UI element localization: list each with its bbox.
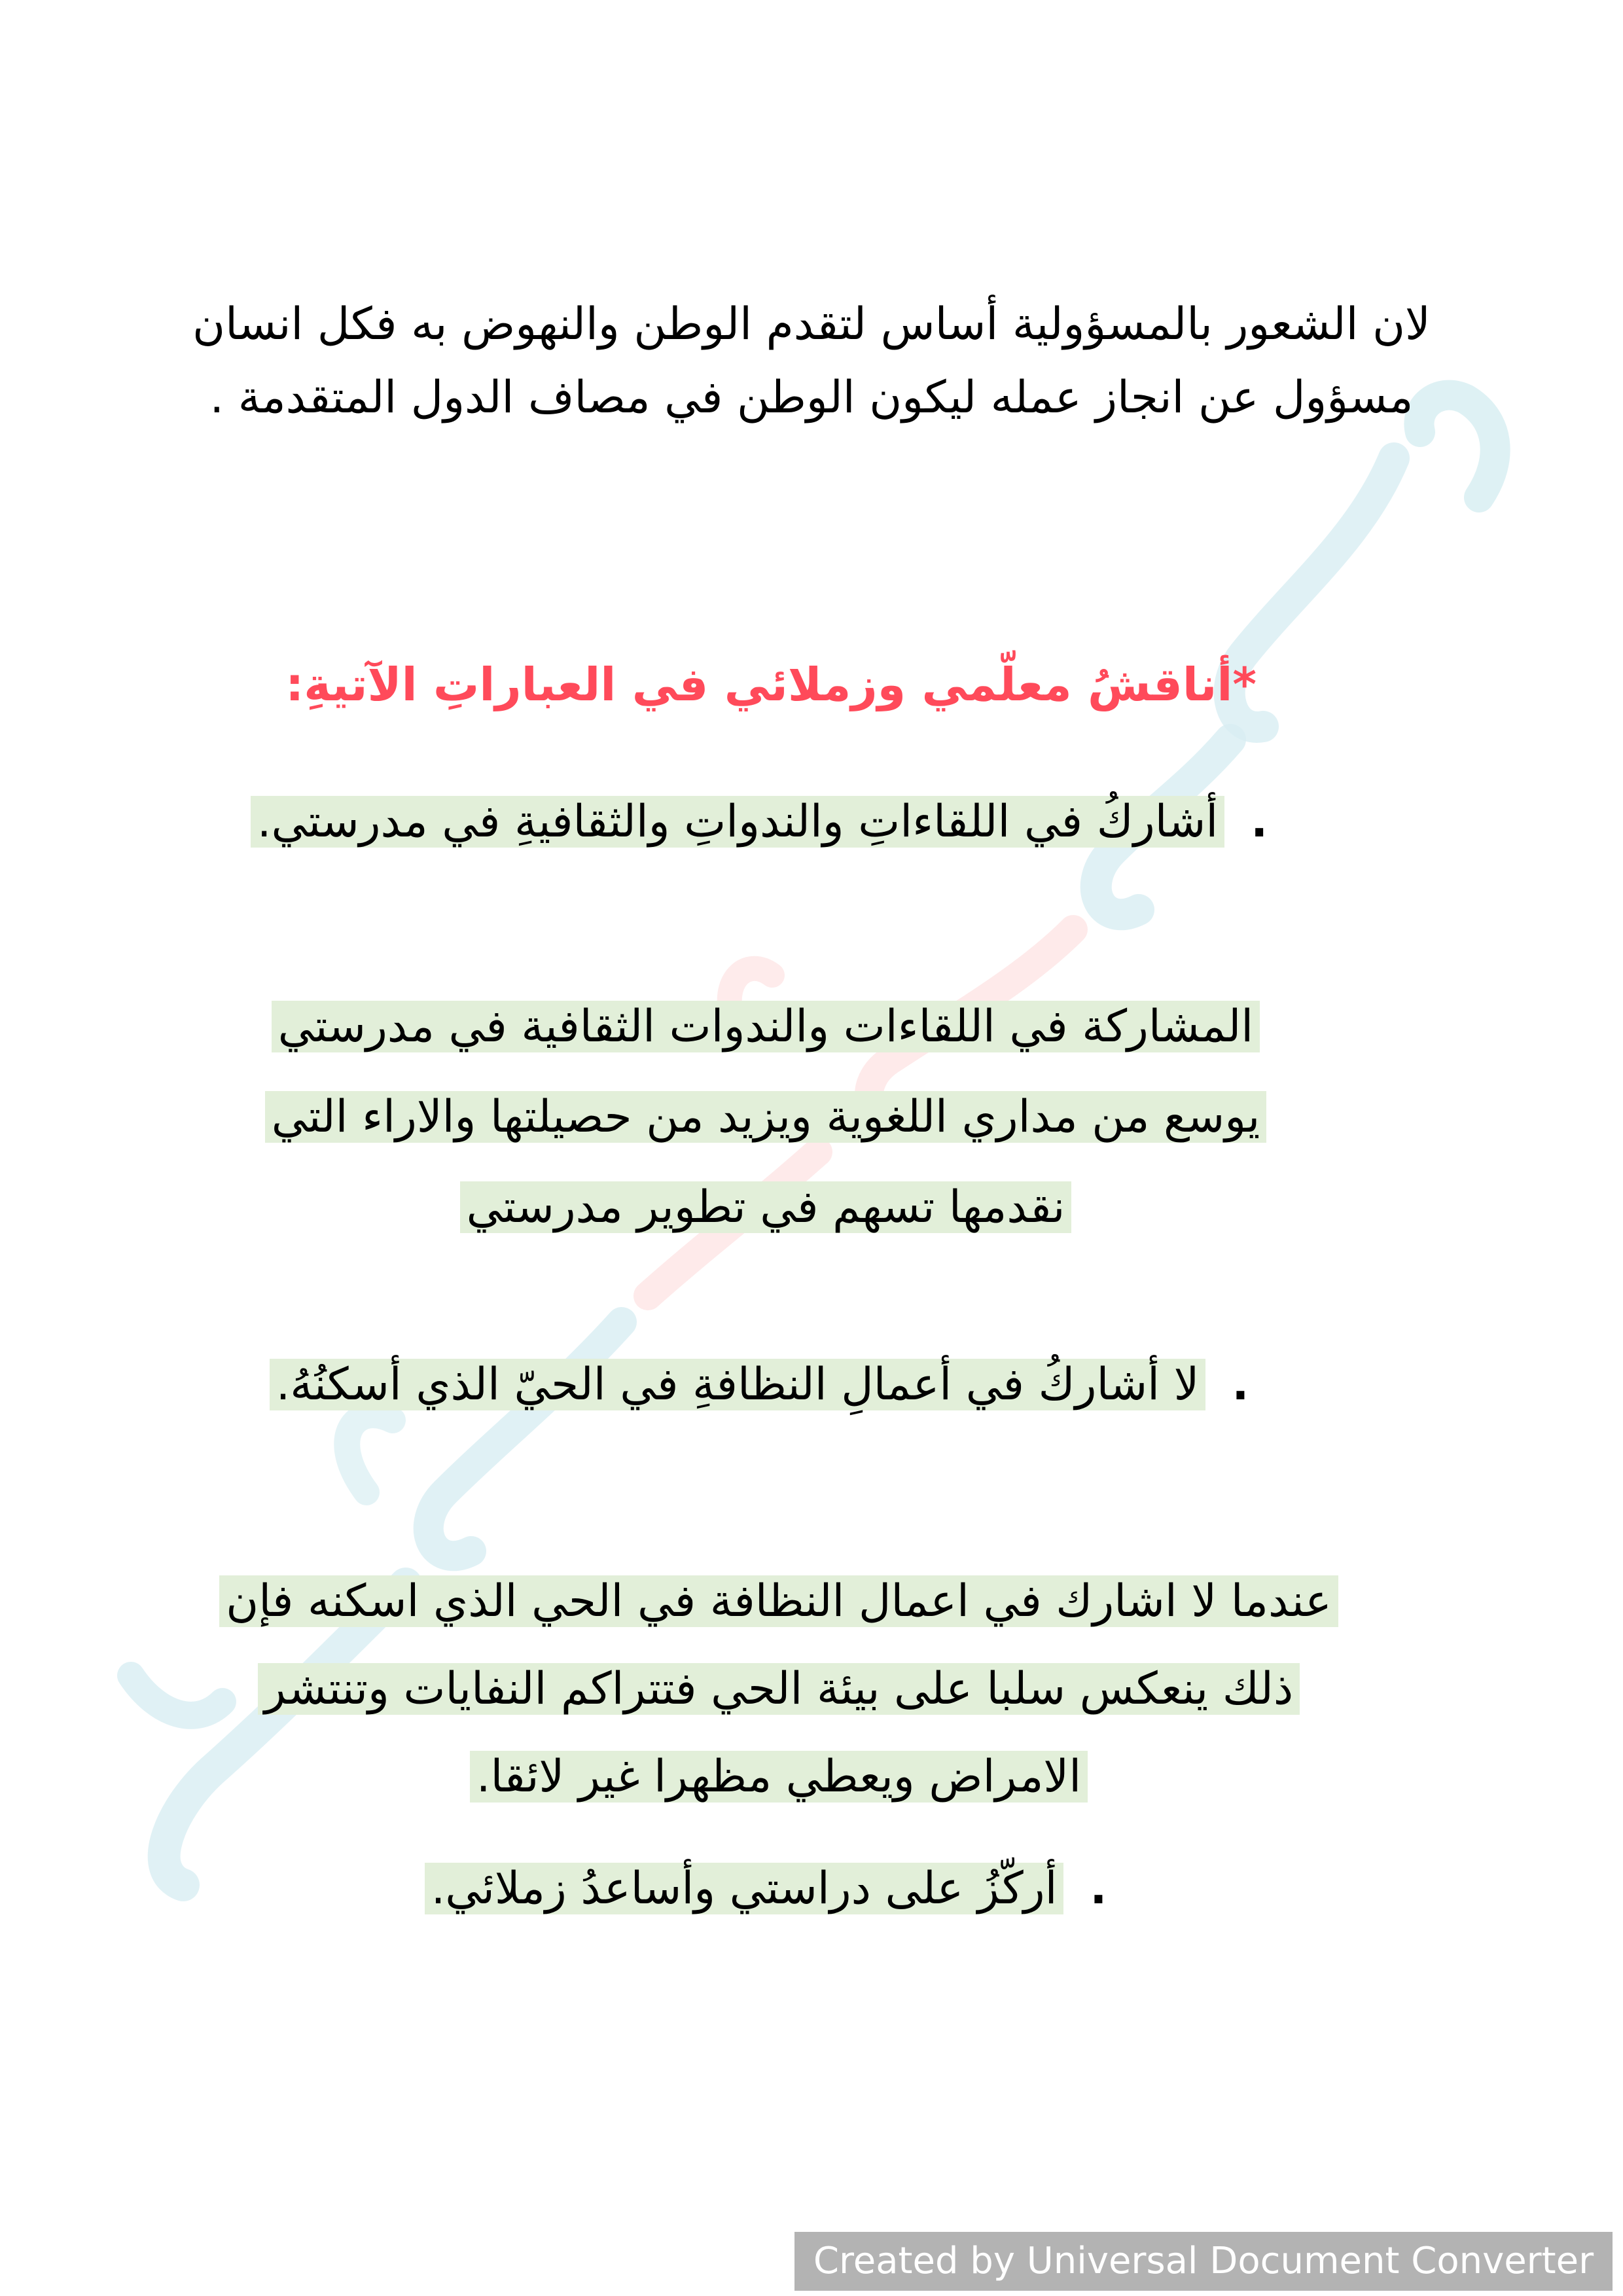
intro-paragraph [170, 288, 1453, 435]
statement-3-text: أركّزُ على دراستي وأساعدُ زملائي. [425, 1863, 1064, 1914]
statement-3 [275, 1846, 1257, 1932]
statement-3-bullet: . [1090, 1863, 1107, 1914]
answer-2 [196, 1558, 1361, 1821]
statement-2-bullet: . [1232, 1359, 1249, 1410]
statement-2 [249, 1342, 1270, 1428]
converter-footer-badge [794, 2232, 1613, 2291]
statement-1-text: أشاركُ في اللقاءاتِ والندواتِ والثقافيةِ في مدرستي. [251, 796, 1224, 848]
statement-1 [249, 779, 1270, 865]
intro-text: لان الشعور بالمسؤولية أساس لتقدم الوطن والنهوض به فكل انسان مسؤول عن انجاز عمله ليكون الوطن في مصاف الدول المتقدمة . [192, 298, 1431, 423]
answer-1-text: المشاركة في اللقاءات والندوات الثقافية في مدرستي يوسع من مداري اللغوية ويزيد من حصيلتها والاراء التي نقدمها تسهم في تطوير مدرستي [265, 1001, 1267, 1233]
answer-2-text: عندما لا اشارك في اعمال النظافة في الحي الذي اسكنه فإن ذلك ينعكس سلبا على بيئة الحي فتتراكم النفايات وتنتشر الامراض ويعطي مظهرا غير لائقا. [219, 1575, 1338, 1803]
statement-2-text: لا أشاركُ في أعمالِ النظافةِ في الحيّ الذي أسكنُهُ. [270, 1359, 1206, 1410]
converter-footer-text: Created by Universal Document Converter [813, 2240, 1594, 2282]
statement-1-bullet: . [1251, 796, 1268, 848]
section-heading [196, 645, 1257, 724]
section-heading-text: *أناقشُ معلّمي وزملائي في العباراتِ الآتيةِ: [285, 658, 1257, 711]
answer-1 [236, 982, 1296, 1253]
